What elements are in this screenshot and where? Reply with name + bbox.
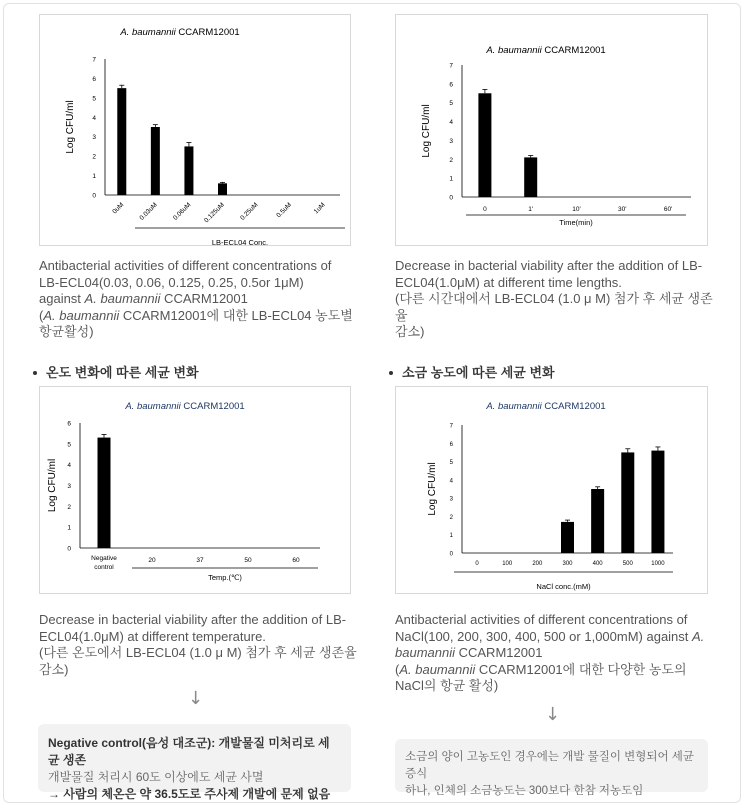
bar (218, 183, 227, 195)
y-tick-label: 1 (449, 533, 453, 540)
y-tick-label: 3 (449, 137, 453, 145)
chart-temperature (40, 387, 352, 595)
y-tick-label: 1 (449, 175, 453, 183)
y-tick-label: 1 (92, 173, 96, 181)
caption-line (395, 662, 725, 679)
y-tick-label: 6 (449, 441, 453, 448)
bar (184, 146, 193, 195)
caption-line: (다른 시간대에서 LB-ECL04 (1.0 μ M) 첨가 후 세균 생존율 (395, 291, 713, 323)
y-axis-label: Log CFU/ml (65, 100, 76, 154)
chart-title-species: A. baumannii (120, 27, 176, 38)
x-axis-label: LB-ECL04 Conc. (211, 238, 269, 247)
note-line: 소금의 양이 고농도인 경우에는 개발 물질이 변형되어 세균 증식 (405, 751, 694, 780)
chart-title (124, 401, 244, 412)
x-tick-label: 0uM (111, 201, 126, 216)
x-tick-label: 400 (592, 561, 603, 567)
y-tick-label: 6 (92, 75, 96, 83)
chart-title-strain: CCARM12001 (180, 401, 245, 412)
y-tick-label: 3 (449, 496, 453, 503)
chart-concentration (40, 15, 352, 247)
caption-text: NaCl(100, 200, 300, 400, 500 or 1,000mM) against (395, 628, 693, 644)
y-tick-label: 4 (92, 114, 96, 122)
y-tick-label: 7 (92, 56, 96, 64)
x-tick-label: 1uM (312, 201, 327, 216)
x-axis-label: Time(min) (559, 218, 593, 227)
x-tick-label: 1000 (651, 561, 665, 567)
caption-text: against (39, 291, 85, 306)
bar (478, 93, 491, 197)
caption-line: 감소) (395, 324, 425, 339)
caption-text: CCARM12001 (160, 291, 248, 306)
y-tick-label: 0 (449, 194, 453, 202)
y-tick-label: 7 (449, 62, 453, 70)
x-tick-label: 50 (244, 557, 252, 564)
y-tick-label: 2 (92, 153, 96, 161)
y-tick-label: 5 (449, 100, 453, 108)
x-tick-label: 300 (562, 561, 573, 567)
caption-nacl (395, 612, 725, 695)
note-negative-control (38, 724, 351, 801)
y-axis-label: Log CFU/ml (421, 104, 432, 158)
chart-title-strain: CCARM12001 (541, 401, 606, 412)
note-salt (395, 739, 708, 797)
bar (651, 451, 664, 553)
bar (151, 127, 160, 195)
chart-title (119, 27, 239, 38)
chart-title (485, 401, 605, 412)
chart-title-species: A. baumannii (486, 401, 542, 412)
x-axis-label: NaCl conc.(mM) (536, 582, 591, 591)
x-tick-label: 37 (196, 557, 204, 564)
chart-concentration-box (39, 14, 351, 246)
x-tick-label: 0.06uM (172, 201, 193, 222)
chart-nacl (396, 387, 709, 595)
caption-line: Decrease in bacterial viability after the addition of LB- (395, 258, 703, 273)
bar (561, 522, 574, 553)
x-tick-label: 10' (572, 206, 581, 213)
caption-line: Decrease in bacterial viability after the addition of LB- (39, 612, 347, 627)
chart-temperature-box (39, 386, 351, 594)
x-tick-label: 100 (502, 561, 513, 567)
caption-temperature (39, 612, 369, 678)
x-tick-label: 60' (663, 206, 673, 213)
x-tick-label-line: control (94, 564, 114, 571)
chart-title-strain: CCARM12001 (175, 27, 240, 38)
y-tick-label: 3 (92, 134, 96, 142)
caption-line: NaCl의 항균 활성) (395, 678, 499, 693)
caption-text: ( (395, 661, 400, 677)
caption-text: CCARM12001에 대한 다양한 농도의 (475, 661, 687, 677)
caption-species: A. (692, 628, 705, 644)
caption-species: A. baumannii (43, 307, 120, 323)
caption-line: (다른 온도에서 LB-ECL04 (1.0 μ M) 첨가 후 세균 생존율 (39, 645, 357, 660)
caption-line (39, 308, 359, 325)
note-line: Negative control(음성 대조군): 개발물질 미처리로 세균 생존 (48, 736, 330, 767)
caption-line (39, 291, 359, 308)
caption-line (395, 629, 725, 646)
x-tick-label: 0.25uM (239, 201, 260, 222)
chart-time-box (395, 14, 708, 246)
y-tick-label: 5 (449, 460, 453, 467)
y-tick-label: 0 (92, 192, 96, 200)
heading-salt (389, 362, 555, 381)
chart-title-species: A. baumannii (486, 45, 542, 56)
bar (117, 88, 126, 195)
y-axis-label: Log CFU/ml (427, 462, 438, 516)
y-tick-label: 2 (449, 156, 453, 164)
bar (591, 489, 604, 553)
heading-temperature (33, 362, 199, 381)
caption-species: baumannii (395, 645, 455, 660)
y-axis-label: Log CFU/ml (47, 458, 58, 513)
chart-title-strain: CCARM12001 (541, 45, 606, 56)
y-tick-label: 6 (67, 420, 71, 428)
x-tick-label: 20 (148, 557, 156, 564)
caption-species: A. baumannii (399, 661, 476, 677)
y-tick-label: 5 (67, 441, 71, 449)
caption-line: ECL04(1.0μM) at different temperature. (39, 628, 266, 644)
y-tick-label: 2 (67, 503, 71, 511)
caption-species: A. baumannii (84, 291, 161, 306)
caption-line: ECL04(1.0μM) at different time lengths. (395, 274, 622, 290)
caption-time (395, 258, 725, 341)
bar (524, 157, 537, 197)
chart-time (396, 15, 709, 247)
y-tick-label: 7 (449, 423, 453, 430)
y-tick-label: 4 (67, 462, 71, 470)
x-tick-label: 0 (475, 561, 479, 567)
x-tick-label: 500 (622, 561, 633, 567)
caption-concentration (39, 258, 359, 341)
heading-text: 온도 변화에 따른 세균 변화 (46, 365, 199, 380)
caption-line: LB-ECL04(0.03, 0.06, 0.125, 0.25, 0.5or 1μM) (39, 274, 304, 290)
down-arrow-icon: ↓ (188, 688, 204, 709)
x-tick-label: 0.5uM (275, 201, 294, 220)
note-line: 개발물질 처리시 60도 이상에도 세균 사멸 (48, 770, 264, 784)
x-tick-label: 60 (292, 557, 300, 564)
chart-title (485, 45, 605, 56)
bar (621, 452, 634, 553)
down-arrow-icon: ↓ (545, 704, 561, 725)
caption-line: Antibacterial activities of different concentrations of (395, 612, 688, 627)
note-line: 하나, 인체의 소금농도는 300보다 한참 저농도임 (405, 785, 644, 797)
y-tick-label: 5 (92, 95, 96, 103)
caption-line: Antibacterial activities of different concentrations of (39, 258, 332, 273)
x-tick-label-line: Negative (91, 555, 117, 562)
caption-line: 감소) (39, 661, 69, 677)
caption-line: 항균활성) (39, 324, 94, 339)
x-tick-label (91, 555, 117, 571)
y-tick-label: 4 (449, 478, 453, 485)
bullet-icon (389, 371, 393, 375)
chart-nacl-box (395, 386, 708, 594)
x-tick-label: 1' (528, 206, 534, 213)
y-tick-label: 4 (449, 119, 453, 127)
caption-text: CCARM12001 (455, 645, 543, 660)
y-tick-label: 3 (67, 483, 71, 490)
bar (98, 438, 111, 548)
x-tick-label: 0.125uM (203, 201, 226, 225)
x-axis-label: Temp.(℃) (208, 573, 242, 582)
x-tick-label: 0.03uM (138, 201, 159, 222)
y-tick-label: 0 (449, 551, 453, 558)
x-tick-label: 30' (618, 206, 627, 213)
y-tick-label: 2 (449, 514, 453, 521)
heading-text: 소금 농도에 따른 세균 변화 (402, 365, 555, 380)
x-tick-label: 0 (483, 206, 487, 213)
x-tick-label: 200 (532, 561, 543, 567)
y-tick-label: 0 (67, 545, 71, 553)
bullet-icon (33, 371, 37, 375)
y-tick-label: 6 (449, 81, 453, 89)
note-line: → 사람의 체온은 약 36.5도로 주사제 개발에 문제 없음 (48, 787, 331, 801)
y-tick-label: 1 (67, 524, 71, 532)
chart-title-species: A. baumannii (125, 401, 181, 412)
caption-text: CCARM12001에 대한 LB-ECL04 농도별 (119, 307, 353, 323)
caption-line (395, 645, 725, 662)
caption-text: ( (39, 307, 44, 323)
